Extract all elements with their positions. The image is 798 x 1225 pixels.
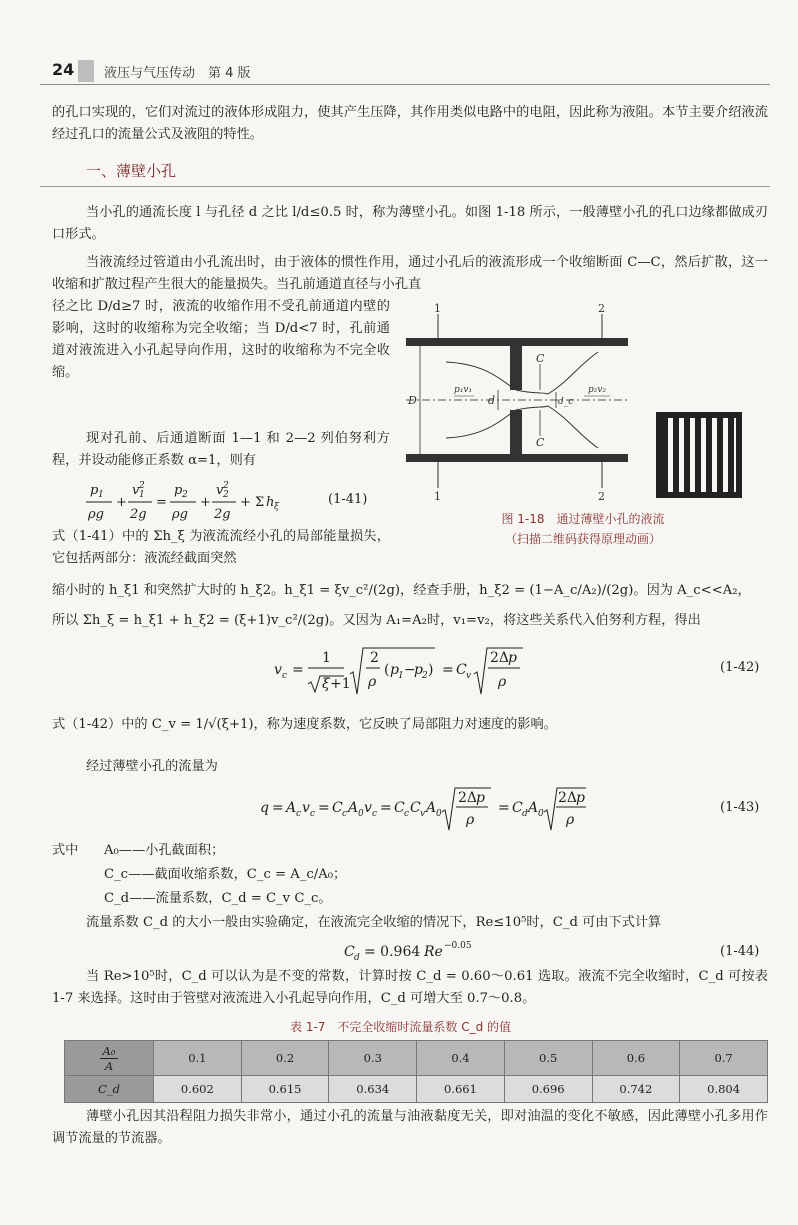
svg-text:ρ: ρ xyxy=(566,812,575,828)
svg-text:Re: Re xyxy=(424,944,443,960)
svg-text:ρ: ρ xyxy=(498,674,507,690)
svg-text:v: v xyxy=(274,662,282,678)
svg-text:2Δ: 2Δ xyxy=(458,790,478,806)
svg-text:1: 1 xyxy=(398,671,404,681)
svg-text:=: = xyxy=(380,800,392,816)
svg-text:C: C xyxy=(394,800,405,816)
equation-1-43 xyxy=(256,782,586,836)
svg-text:C: C xyxy=(332,800,343,816)
svg-text:0: 0 xyxy=(538,809,544,819)
svg-text:A: A xyxy=(528,800,539,816)
svg-text:v: v xyxy=(466,671,472,681)
label-section-2-top: 2 xyxy=(598,302,605,315)
label-dc: d_c xyxy=(558,397,574,407)
svg-text:d: d xyxy=(522,809,528,819)
svg-text:2g: 2g xyxy=(130,507,147,522)
equation-1-42-number: (1-42) xyxy=(720,660,760,675)
book-title: 液压与气压传动 第 4 版 xyxy=(104,66,251,81)
svg-text:v: v xyxy=(216,483,224,498)
svg-text:p: p xyxy=(174,483,183,498)
ratio-denominator: A xyxy=(104,1058,114,1073)
svg-text:p: p xyxy=(414,662,423,678)
equation-1-41-number: (1-41) xyxy=(328,492,368,507)
label-p2v2: p₂v₂ xyxy=(588,385,607,395)
svg-text:h: h xyxy=(266,495,275,510)
table-row-cd xyxy=(65,1076,768,1103)
table-cell-ratio: 0.3 xyxy=(329,1041,417,1076)
table-header-cd: C_d xyxy=(65,1076,154,1103)
svg-text:p: p xyxy=(90,483,99,498)
para-loss-components: 缩小时的 h_ξ1 和突然扩大时的 h_ξ2。h_ξ1 = ξv_c²/(2g)，经查手册，h_ξ2 = (1−A_c/A₂)/(2g)。因为 A_c<<A₂， xyxy=(52,583,751,598)
svg-text:=: = xyxy=(442,662,454,678)
table-1-7 xyxy=(64,1040,768,1103)
equation-1-42 xyxy=(270,640,570,700)
figure-1-18-diagram xyxy=(398,302,634,502)
svg-text:C: C xyxy=(344,944,355,960)
table-cell-ratio: 0.5 xyxy=(504,1041,592,1076)
table-cell-ratio: 0.6 xyxy=(592,1041,680,1076)
equation-1-41-graphic xyxy=(80,478,330,524)
svg-text:=: = xyxy=(318,800,330,816)
para-contraction-cont: 径之比 D/d≥7 时，液流的收缩作用不受孔前通道内壁的影响，这时的收缩称为完全收缩；当 D/d<7 时，孔前通道对液流进入小孔起导向作用，这时的收缩称为不完全收缩。 xyxy=(52,299,390,380)
svg-text:+ Σ: + Σ xyxy=(240,495,265,510)
table-cell-cd: 0.602 xyxy=(154,1076,242,1103)
svg-text:ξ: ξ xyxy=(322,676,330,692)
where-item-cc: C_c——截面收缩系数，C_c = A_c/A₀； xyxy=(104,867,347,882)
table-cell-cd: 0.804 xyxy=(680,1076,768,1103)
svg-text:c: c xyxy=(372,809,378,819)
table-cell-ratio: 0.2 xyxy=(241,1041,329,1076)
equation-1-44-graphic xyxy=(340,936,540,962)
label-d-lower: d xyxy=(488,394,496,407)
svg-text:v: v xyxy=(364,800,372,816)
svg-text:1: 1 xyxy=(322,650,331,666)
svg-text:−0.05: −0.05 xyxy=(444,941,472,951)
figure-subcaption: （扫描二维码获得原理动画） xyxy=(504,532,661,546)
svg-text:c: c xyxy=(342,809,348,819)
svg-text:= 0.964: = 0.964 xyxy=(364,944,421,960)
para-local-loss: 式（1-41）中的 Σh_ξ 为液流流经小孔的局部能量损失，它包括两部分：液流经截面突然 xyxy=(52,529,390,566)
svg-text:2: 2 xyxy=(223,481,229,491)
label-c-top: C xyxy=(536,352,545,365)
para-thin-orifice-definition: 当小孔的通流长度 l 与孔径 d 之比 l/d≤0.5 时，称为薄壁小孔。如图 1-18 所示，一般薄壁小孔的孔口边缘都做成刃口形式。 xyxy=(52,205,768,242)
svg-text:0: 0 xyxy=(358,809,364,819)
table-cell-cd: 0.661 xyxy=(417,1076,505,1103)
svg-text:0: 0 xyxy=(436,809,442,819)
where-item-cd: C_d——流量系数，C_d = C_v C_c。 xyxy=(104,891,332,906)
svg-text:C: C xyxy=(410,800,421,816)
label-section-2-bottom: 2 xyxy=(598,490,605,502)
svg-text:1: 1 xyxy=(98,490,104,500)
para-bernoulli-intro: 现对孔前、后通道断面 1—1 和 2—2 列伯努利方程，并设动能修正系数 α=1，则有 xyxy=(52,431,390,468)
svg-text:1: 1 xyxy=(139,490,145,500)
svg-text:2Δ: 2Δ xyxy=(490,650,510,666)
svg-text:): ) xyxy=(428,662,434,678)
equation-1-41 xyxy=(80,478,330,524)
svg-text:ρ: ρ xyxy=(466,812,475,828)
equation-1-43-graphic xyxy=(256,782,586,836)
para-high-re: 当 Re>10⁵时，C_d 可以认为是不变的常数，计算时按 C_d = 0.60～0.61 选取。液流不完全收缩时，C_d 可按表 1-7 来选择。这时由于管壁对液流进入小孔起导向作用，C_d 可增大至 0.7～0.8。 xyxy=(52,969,768,1006)
section-title: 一、薄壁小孔 xyxy=(86,162,177,180)
svg-text:−: − xyxy=(404,662,416,678)
equation-1-44-number: (1-44) xyxy=(720,944,760,959)
para-contraction: 当液流经过管道由小孔流出时，由于液体的惯性作用，通过小孔后的液流形成一个收缩断面 C—C，然后扩散，这一收缩和扩散过程产生很大的能量损失。当孔前通道直径与小孔直 xyxy=(52,255,768,292)
svg-text:c: c xyxy=(310,809,316,819)
section-rule xyxy=(40,186,770,187)
svg-text:2: 2 xyxy=(422,671,428,681)
label-d-upper: D xyxy=(408,394,417,407)
header-rule xyxy=(40,84,770,85)
svg-text:+: + xyxy=(200,495,211,510)
label-c-bottom: C xyxy=(536,436,545,449)
table-cell-ratio: 0.4 xyxy=(417,1041,505,1076)
svg-text:C: C xyxy=(512,800,523,816)
para-conclusion: 薄壁小孔因其沿程阻力损失非常小，通过小孔的流量与油液黏度无关，即对油温的变化不敏感，因此薄壁小孔多用作调节流量的节流器。 xyxy=(52,1109,768,1146)
figure-1-18 xyxy=(398,302,634,502)
table-header-ratio xyxy=(65,1041,154,1076)
svg-text:d: d xyxy=(354,953,360,962)
svg-text:v: v xyxy=(132,483,140,498)
svg-text:=: = xyxy=(292,662,304,678)
svg-text:+: + xyxy=(116,495,127,510)
table-row-ratio xyxy=(65,1041,768,1076)
svg-text:2: 2 xyxy=(182,490,188,500)
svg-text:=: = xyxy=(498,800,510,816)
table-cell-ratio: 0.7 xyxy=(680,1041,768,1076)
svg-text:ρg: ρg xyxy=(172,507,188,522)
equation-1-42-graphic xyxy=(270,640,570,700)
svg-text:A: A xyxy=(348,800,359,816)
para-velocity-coefficient: 式（1-42）中的 C_v = 1/√(ξ+1)，称为速度系数，它反映了局部阻力对速度的影响。 xyxy=(52,717,557,732)
svg-text:A: A xyxy=(426,800,437,816)
svg-text:(: ( xyxy=(384,662,390,678)
header-bar xyxy=(78,60,94,82)
svg-text:+1: +1 xyxy=(330,676,351,692)
qr-code[interactable] xyxy=(656,412,742,498)
svg-text:c: c xyxy=(296,809,302,819)
svg-text:v: v xyxy=(302,800,310,816)
table-cell-ratio: 0.1 xyxy=(154,1041,242,1076)
ratio-numerator: A₀ xyxy=(100,1044,118,1059)
label-p1v1: p₁v₁ xyxy=(454,385,473,395)
para-discharge-coefficient: 流量系数 C_d 的大小一般由实验确定，在液流完全收缩的情况下，Re≤10⁵时，C_d 可由下式计算 xyxy=(86,915,662,930)
svg-text:c: c xyxy=(404,809,410,819)
svg-text:p: p xyxy=(476,790,485,806)
svg-text:2: 2 xyxy=(370,650,379,666)
svg-text:c: c xyxy=(282,671,288,681)
label-section-1-top: 1 xyxy=(434,302,441,315)
svg-text:2Δ: 2Δ xyxy=(558,790,578,806)
svg-text:p: p xyxy=(390,662,399,678)
figure-caption: 图 1-18 通过薄壁小孔的液流 xyxy=(501,512,665,526)
svg-text:2: 2 xyxy=(223,490,229,500)
equation-1-44 xyxy=(340,936,540,962)
para-flow-intro: 经过薄壁小孔的流量为 xyxy=(86,759,218,774)
para-total-loss: 所以 Σh_ξ = h_ξ1 + h_ξ2 = (ξ+1)v_c²/(2g)。又因为 A₁=A₂时，v₁=v₂，将这些关系代入伯努利方程，得出 xyxy=(52,613,701,628)
svg-text:A: A xyxy=(286,800,297,816)
table-cell-cd: 0.696 xyxy=(504,1076,592,1103)
svg-text:=: = xyxy=(272,800,284,816)
equation-1-43-number: (1-43) xyxy=(720,800,760,815)
svg-text:p: p xyxy=(508,650,517,666)
svg-text:ρg: ρg xyxy=(88,507,104,522)
where-item-a0: A₀——小孔截面积； xyxy=(104,843,225,858)
svg-text:v: v xyxy=(420,809,426,819)
table-cell-cd: 0.742 xyxy=(592,1076,680,1103)
table-cell-cd: 0.634 xyxy=(329,1076,417,1103)
svg-text:q: q xyxy=(260,800,269,816)
table-caption: 表 1-7 不完全收缩时流量系数 C_d 的值 xyxy=(290,1020,512,1034)
svg-text:2g: 2g xyxy=(214,507,231,522)
svg-text:p: p xyxy=(576,790,585,806)
svg-text:ξ: ξ xyxy=(274,502,279,512)
page-number: 24 xyxy=(52,60,75,79)
where-label: 式中 xyxy=(52,843,79,858)
svg-text:2: 2 xyxy=(139,481,145,491)
svg-text:=: = xyxy=(156,495,167,510)
table-cell-cd: 0.615 xyxy=(241,1076,329,1103)
svg-text:ρ: ρ xyxy=(368,674,377,690)
intro-paragraph: 的孔口实现的，它们对流过的液体形成阻力，使其产生压降，其作用类似电路中的电阻，因此称为液阻。本节主要介绍液流经过孔口的流量公式及液阻的特性。 xyxy=(52,105,768,142)
label-section-1-bottom: 1 xyxy=(434,490,441,502)
svg-text:C: C xyxy=(456,662,467,678)
